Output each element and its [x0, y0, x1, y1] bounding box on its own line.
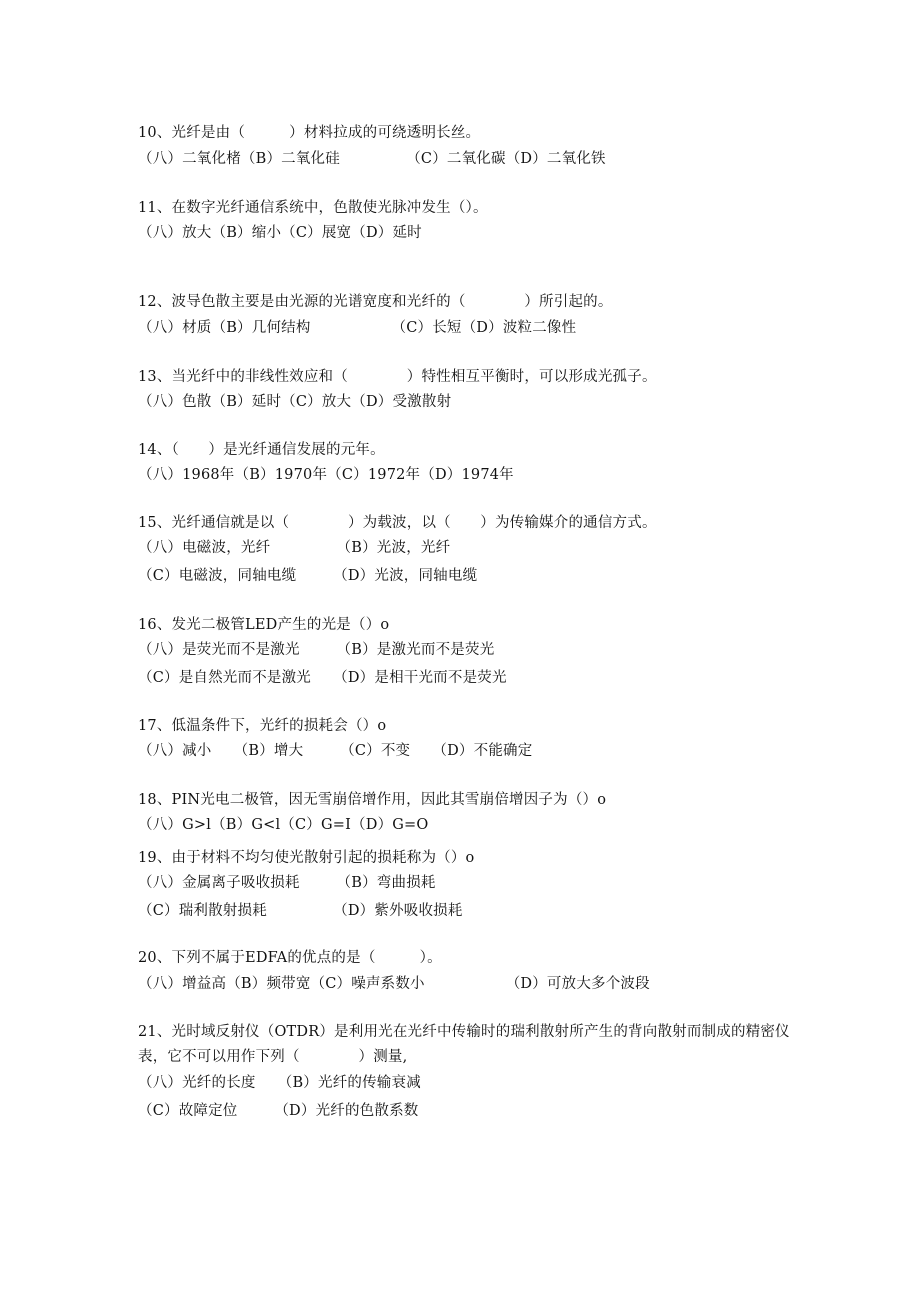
- question-11-stem: 11、在数字光纤通信系统中，色散使光脉冲发生（）。: [138, 200, 488, 216]
- question-21-options-row2: （C）故障定位 （D）光纤的色散系数: [138, 1103, 419, 1119]
- question-16-options-row2: （C）是自然光而不是激光 （D）是相干光而不是荧光: [138, 670, 507, 686]
- question-16-stem: 16、发光二极管LED产生的光是（）o: [138, 617, 390, 633]
- question-21-options-row1: （八）光纤的长度 （B）光纤的传输衰减: [138, 1075, 421, 1091]
- question-15-options-row2: （C）电磁波，同轴电缆 （D）光波，同轴电缆: [138, 568, 478, 584]
- question-13-stem: 13、当光纤中的非线性效应和（ ）特性相互平衡时，可以形成光孤子。: [138, 369, 657, 385]
- question-12-stem: 12、波导色散主要是由光源的光谱宽度和光纤的（ ）所引起的。: [138, 294, 613, 310]
- question-19-stem: 19、由于材料不均匀使光散射引起的损耗称为（）o: [138, 850, 475, 866]
- question-14-options: （八）1968年（B）1970年（C）1972年（D）1974年: [138, 467, 514, 483]
- question-18-options: （八）G>l（B）G<l（C）G=I（D）G=O: [138, 817, 429, 833]
- question-13-options: （八）色散（B）延时（C）放大（D）受激散射: [138, 394, 452, 410]
- question-16-options-row1: （八）是荧光而不是激光 （B）是激光而不是荧光: [138, 642, 495, 658]
- question-17-stem: 17、低温条件下，光纤的损耗会（）o: [138, 718, 387, 734]
- question-19-options-row1: （八）金属离子吸收损耗 （B）弯曲损耗: [138, 875, 436, 891]
- question-20-options: （八）增益高（B）频带宽（C）噪声系数小 （D）可放大多个波段: [138, 976, 650, 992]
- question-20-stem: 20、下列不属于EDFA的优点的是（ ）。: [138, 950, 442, 966]
- question-15-stem: 15、光纤通信就是以（ ）为载波，以（ ）为传输媒介的通信方式。: [138, 515, 657, 531]
- question-17-options: （八）减小 （B）增大 （C）不变 （D）不能确定: [138, 743, 533, 759]
- question-21-stem-line2: 表，它不可以用作下列（ ）测量,: [138, 1049, 408, 1065]
- question-10-stem: 10、光纤是由（ ）材料拉成的可绕透明长丝。: [138, 125, 481, 141]
- question-12-options: （八）材质（B）几何结构 （C）长短（D）波粒二像性: [138, 320, 577, 336]
- question-11-options: （八）放大（B）缩小（C）展宽（D）延时: [138, 225, 422, 241]
- question-15-options-row1: （八）电磁波，光纤 （B）光波，光纤: [138, 540, 451, 556]
- question-10-options: （八）二氧化楮（B）二氧化硅 （C）二氧化碳（D）二氧化铁: [138, 151, 606, 167]
- question-14-stem: 14、（ ）是光纤通信发展的元年。: [138, 442, 385, 458]
- question-21-stem-line1: 21、光时域反射仪（OTDR）是利用光在光纤中传输时的瑞利散射所产生的背向散射而制成的精密仪: [138, 1024, 790, 1040]
- question-18-stem: 18、PIN光电二极管，因无雪崩倍增作用，因此其雪崩倍增因子为（）o: [138, 792, 607, 808]
- question-19-options-row2: （C）瑞利散射损耗 （D）紫外吸收损耗: [138, 903, 463, 919]
